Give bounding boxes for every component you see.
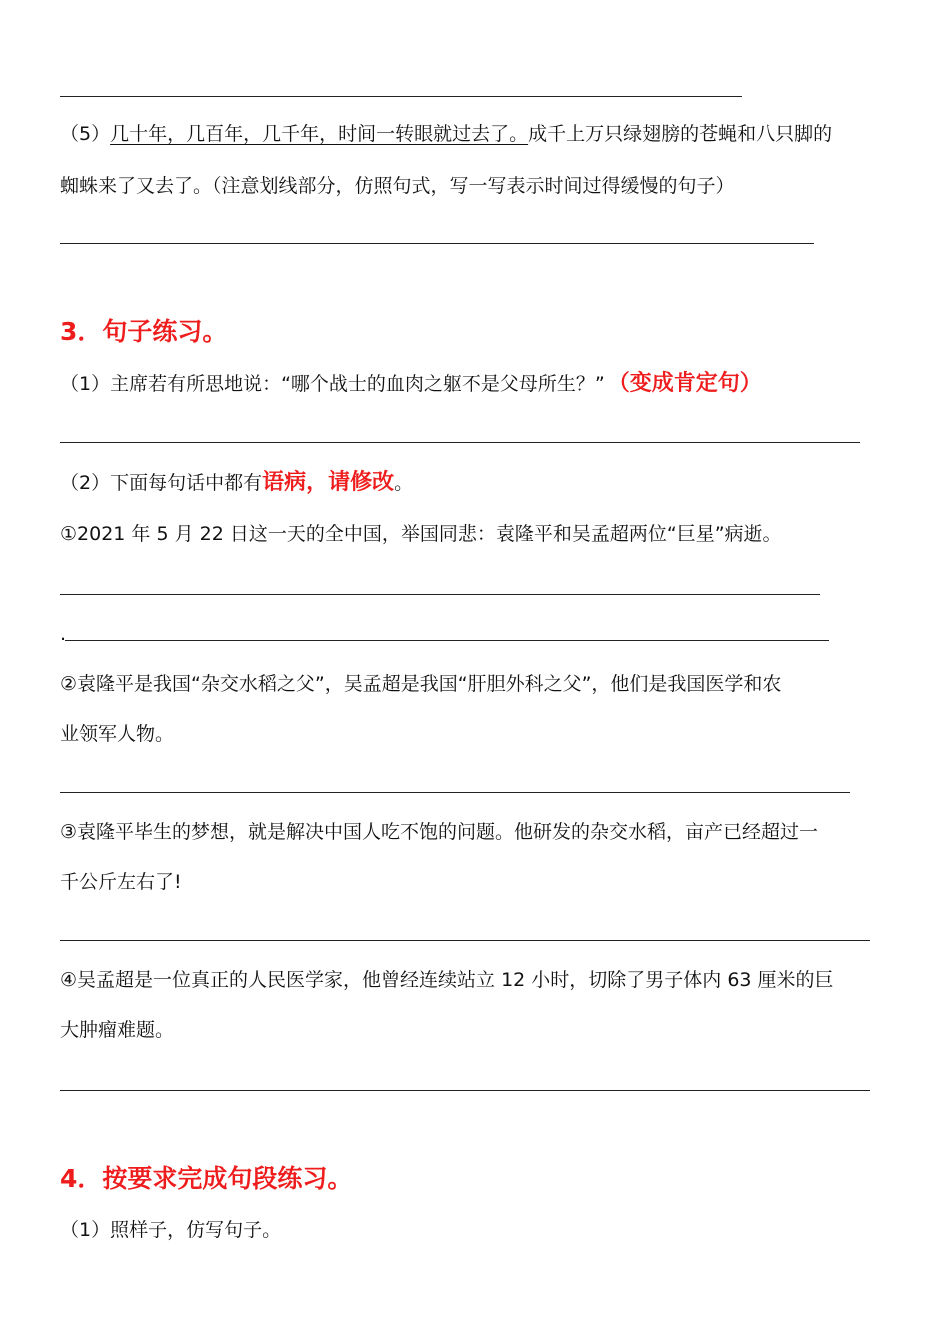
question-text: （1）主席若有所思地说：“哪个战士的血肉之躯不是父母所生？”	[60, 373, 605, 395]
sentence-4-line2: 大肿瘤难题。	[60, 1019, 175, 1041]
dot-mark: .	[60, 623, 67, 645]
sentence-4-line1: ④吴孟超是一位真正的人民医学家，他曾经连续站立 12 小时，切除了男子体内 63 厘米的巨	[60, 969, 834, 991]
question-text: （2）下面每句话中都有	[60, 472, 263, 494]
answer-line[interactable]	[65, 640, 829, 641]
emphasis-text: 语病，请修改	[262, 470, 395, 495]
sentence-2-line2: 业领军人物。	[60, 723, 175, 745]
question-5-line2: 蜘蛛来了又去了。（注意划线部分，仿照句式，写一写表示时间过得缓慢的句子）	[60, 175, 735, 197]
section-4-item-1: （1）照样子，仿写句子。	[60, 1219, 282, 1241]
sentence-3-line2: 千公斤左右了!	[60, 871, 182, 893]
answer-line[interactable]	[60, 594, 820, 595]
sentence-3-line1: ③袁隆平毕生的梦想，就是解决中国人吃不饱的问题。他研发的杂交水稻，亩产已经超过一	[60, 821, 819, 843]
answer-line[interactable]	[60, 940, 870, 941]
question-number: （5）	[60, 123, 111, 145]
section-3-title: 3．句子练习。	[60, 317, 228, 346]
punctuation: 。	[394, 472, 414, 494]
instruction-hint: （变成肯定句）	[618, 371, 762, 396]
answer-line[interactable]	[60, 96, 742, 97]
section-3-item-1	[60, 372, 762, 396]
section-3-item-2	[60, 471, 413, 495]
sentence-2-line1: ②袁隆平是我国“杂交水稻之父”，吴孟超是我国“肝胆外科之父”，他们是我国医学和农	[60, 673, 782, 695]
section-4-title: 4．按要求完成句段练习。	[60, 1164, 353, 1193]
answer-line[interactable]	[60, 243, 814, 244]
question-5-line1	[60, 122, 832, 146]
answer-line[interactable]	[60, 442, 860, 443]
sentence-1: ①2021 年 5 月 22 日这一天的全中国，举国同悲：袁隆平和吴孟超两位“巨星”病逝。	[60, 523, 782, 545]
question-text: 成千上万只绿翅膀的苍蝇和八只脚的	[528, 123, 833, 145]
answer-line[interactable]	[60, 1090, 870, 1091]
answer-line[interactable]	[60, 792, 850, 793]
underlined-phrase: 几十年，几百年，几千年，时间一转眼就过去了。	[110, 123, 529, 145]
